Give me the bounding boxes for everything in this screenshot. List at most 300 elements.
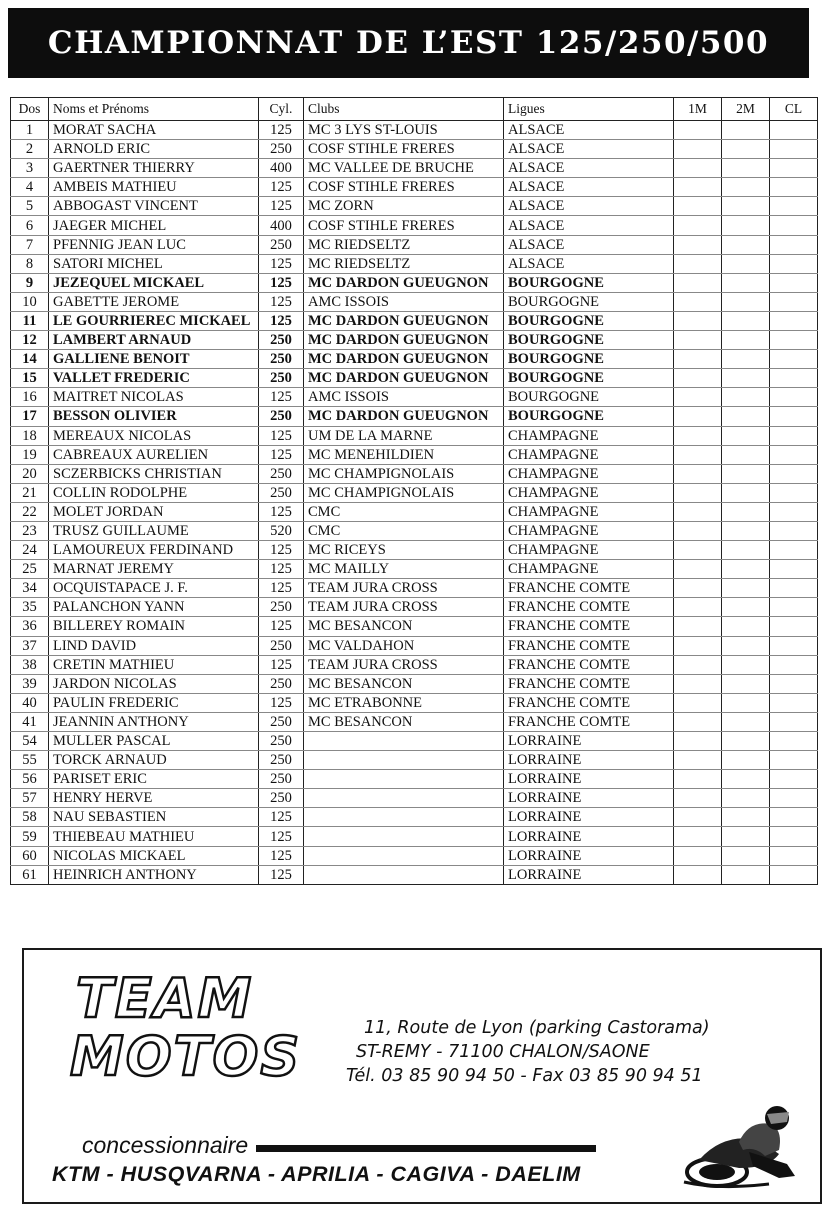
cl-cell: [770, 636, 818, 655]
name-cell: SCZERBICKS CHRISTIAN: [49, 464, 259, 483]
1m-cell: [674, 426, 722, 445]
cyl-cell: 125: [259, 865, 304, 884]
header-ligue: Ligues: [504, 98, 674, 121]
dos-cell: 19: [11, 445, 49, 464]
table-row: [11, 617, 818, 636]
name-cell: JARDON NICOLAS: [49, 674, 259, 693]
2m-cell: [722, 292, 770, 311]
1m-cell: [674, 579, 722, 598]
dos-cell: 59: [11, 827, 49, 846]
cl-cell: [770, 140, 818, 159]
cyl-cell: 125: [259, 178, 304, 197]
dos-cell: 14: [11, 350, 49, 369]
2m-cell: [722, 502, 770, 521]
address-city: ST-REMY - 71100 CHALON/SAONE: [356, 1042, 650, 1062]
1m-cell: [674, 674, 722, 693]
cl-cell: [770, 254, 818, 273]
2m-cell: [722, 121, 770, 140]
2m-cell: [722, 350, 770, 369]
dos-cell: 58: [11, 808, 49, 827]
ligue-cell: FRANCHE COMTE: [504, 598, 674, 617]
cyl-cell: 125: [259, 808, 304, 827]
ligue-cell: BOURGOGNE: [504, 369, 674, 388]
name-cell: PAULIN FREDERIC: [49, 693, 259, 712]
cl-cell: [770, 502, 818, 521]
table-row: [11, 273, 818, 292]
1m-cell: [674, 712, 722, 731]
ligue-cell: FRANCHE COMTE: [504, 636, 674, 655]
cl-cell: [770, 273, 818, 292]
table-row: [11, 331, 818, 350]
name-cell: CABREAUX AURELIEN: [49, 445, 259, 464]
entry-table: [10, 97, 818, 885]
table-row: [11, 254, 818, 273]
cl-cell: [770, 655, 818, 674]
cyl-cell: 125: [259, 502, 304, 521]
club-cell: UM DE LA MARNE: [304, 426, 504, 445]
cl-cell: [770, 216, 818, 235]
name-cell: LAMOUREUX FERDINAND: [49, 541, 259, 560]
2m-cell: [722, 560, 770, 579]
ligue-cell: FRANCHE COMTE: [504, 674, 674, 693]
cyl-cell: 125: [259, 655, 304, 674]
2m-cell: [722, 464, 770, 483]
cyl-cell: 250: [259, 350, 304, 369]
club-cell: MC VALDAHON: [304, 636, 504, 655]
header-2m: 2M: [722, 98, 770, 121]
club-cell: TEAM JURA CROSS: [304, 598, 504, 617]
1m-cell: [674, 865, 722, 884]
dos-cell: 54: [11, 732, 49, 751]
1m-cell: [674, 273, 722, 292]
ligue-cell: FRANCHE COMTE: [504, 693, 674, 712]
cyl-cell: 125: [259, 197, 304, 216]
1m-cell: [674, 216, 722, 235]
1m-cell: [674, 655, 722, 674]
cyl-cell: 250: [259, 483, 304, 502]
dos-cell: 38: [11, 655, 49, 674]
table-row: [11, 197, 818, 216]
logo-line-motos: MOTOS: [70, 1025, 302, 1088]
logo-line-team: TEAM: [76, 967, 254, 1030]
club-cell: [304, 827, 504, 846]
cyl-cell: 250: [259, 789, 304, 808]
dos-cell: 60: [11, 846, 49, 865]
ligue-cell: FRANCHE COMTE: [504, 617, 674, 636]
table-row: [11, 541, 818, 560]
club-cell: [304, 808, 504, 827]
1m-cell: [674, 827, 722, 846]
cyl-cell: 125: [259, 560, 304, 579]
club-cell: MC CHAMPIGNOLAIS: [304, 483, 504, 502]
header-name: Noms et Prénoms: [49, 98, 259, 121]
cyl-cell: 250: [259, 674, 304, 693]
cl-cell: [770, 732, 818, 751]
table-row: [11, 770, 818, 789]
dos-cell: 7: [11, 235, 49, 254]
cyl-cell: 125: [259, 693, 304, 712]
club-cell: MC DARDON GUEUGNON: [304, 407, 504, 426]
2m-cell: [722, 674, 770, 693]
table-row: [11, 178, 818, 197]
2m-cell: [722, 541, 770, 560]
name-cell: TRUSZ GUILLAUME: [49, 521, 259, 540]
2m-cell: [722, 712, 770, 731]
name-cell: MOLET JORDAN: [49, 502, 259, 521]
header-cyl: Cyl.: [259, 98, 304, 121]
name-cell: NAU SEBASTIEN: [49, 808, 259, 827]
ligue-cell: CHAMPAGNE: [504, 426, 674, 445]
2m-cell: [722, 789, 770, 808]
table-row: [11, 751, 818, 770]
cl-cell: [770, 350, 818, 369]
table-row: [11, 732, 818, 751]
name-cell: MULLER PASCAL: [49, 732, 259, 751]
cl-cell: [770, 159, 818, 178]
name-cell: BESSON OLIVIER: [49, 407, 259, 426]
table-row: [11, 464, 818, 483]
dos-cell: 41: [11, 712, 49, 731]
2m-cell: [722, 636, 770, 655]
cl-cell: [770, 808, 818, 827]
cl-cell: [770, 751, 818, 770]
dos-cell: 4: [11, 178, 49, 197]
cl-cell: [770, 579, 818, 598]
1m-cell: [674, 521, 722, 540]
cl-cell: [770, 827, 818, 846]
club-cell: MC DARDON GUEUGNON: [304, 369, 504, 388]
club-cell: MC MAILLY: [304, 560, 504, 579]
table-row: [11, 445, 818, 464]
2m-cell: [722, 445, 770, 464]
cl-cell: [770, 598, 818, 617]
ligue-cell: CHAMPAGNE: [504, 560, 674, 579]
1m-cell: [674, 751, 722, 770]
cyl-cell: 125: [259, 121, 304, 140]
ligue-cell: LORRAINE: [504, 865, 674, 884]
table-row: [11, 216, 818, 235]
1m-cell: [674, 560, 722, 579]
address-street: 11, Route de Lyon (parking Castorama): [364, 1018, 710, 1038]
cl-cell: [770, 235, 818, 254]
1m-cell: [674, 254, 722, 273]
club-cell: [304, 865, 504, 884]
header-1m: 1M: [674, 98, 722, 121]
2m-cell: [722, 655, 770, 674]
1m-cell: [674, 178, 722, 197]
table-row: [11, 121, 818, 140]
1m-cell: [674, 483, 722, 502]
cyl-cell: 125: [259, 846, 304, 865]
ligue-cell: CHAMPAGNE: [504, 483, 674, 502]
1m-cell: [674, 331, 722, 350]
dos-cell: 10: [11, 292, 49, 311]
2m-cell: [722, 407, 770, 426]
name-cell: ARNOLD ERIC: [49, 140, 259, 159]
table-row: [11, 827, 818, 846]
name-cell: THIEBEAU MATHIEU: [49, 827, 259, 846]
address-phone: Tél. 03 85 90 94 50 - Fax 03 85 90 94 51: [346, 1066, 703, 1086]
2m-cell: [722, 311, 770, 330]
club-cell: [304, 846, 504, 865]
cl-cell: [770, 407, 818, 426]
1m-cell: [674, 598, 722, 617]
cl-cell: [770, 445, 818, 464]
ligue-cell: ALSACE: [504, 216, 674, 235]
team-motos-logo: [70, 967, 336, 1095]
club-cell: COSF STIHLE FRERES: [304, 140, 504, 159]
name-cell: CRETIN MATHIEU: [49, 655, 259, 674]
name-cell: MAITRET NICOLAS: [49, 388, 259, 407]
ligue-cell: LORRAINE: [504, 846, 674, 865]
name-cell: LE GOURRIEREC MICKAEL: [49, 311, 259, 330]
dos-cell: 17: [11, 407, 49, 426]
name-cell: TORCK ARNAUD: [49, 751, 259, 770]
1m-cell: [674, 617, 722, 636]
cl-cell: [770, 846, 818, 865]
club-cell: MC BESANCON: [304, 617, 504, 636]
table-row: [11, 693, 818, 712]
cyl-cell: 125: [259, 273, 304, 292]
1m-cell: [674, 197, 722, 216]
dos-cell: 18: [11, 426, 49, 445]
ligue-cell: BOURGOGNE: [504, 331, 674, 350]
brand-list: KTM - HUSQVARNA - APRILIA - CAGIVA - DAELIM: [52, 1162, 581, 1186]
2m-cell: [722, 235, 770, 254]
dos-cell: 3: [11, 159, 49, 178]
club-cell: MC VALLEE DE BRUCHE: [304, 159, 504, 178]
ligue-cell: BOURGOGNE: [504, 388, 674, 407]
dos-cell: 20: [11, 464, 49, 483]
table-row: [11, 350, 818, 369]
cl-cell: [770, 388, 818, 407]
1m-cell: [674, 846, 722, 865]
2m-cell: [722, 178, 770, 197]
cyl-cell: 250: [259, 369, 304, 388]
header-dos: Dos: [11, 98, 49, 121]
club-cell: TEAM JURA CROSS: [304, 655, 504, 674]
2m-cell: [722, 808, 770, 827]
2m-cell: [722, 693, 770, 712]
2m-cell: [722, 846, 770, 865]
table-row: [11, 560, 818, 579]
club-cell: MC ETRABONNE: [304, 693, 504, 712]
header-cl: CL: [770, 98, 818, 121]
table-row: [11, 636, 818, 655]
ligue-cell: ALSACE: [504, 197, 674, 216]
table-row: [11, 388, 818, 407]
concession-line: [82, 1132, 596, 1159]
cl-cell: [770, 865, 818, 884]
table-row: [11, 311, 818, 330]
cyl-cell: 125: [259, 827, 304, 846]
cl-cell: [770, 693, 818, 712]
cl-cell: [770, 560, 818, 579]
cl-cell: [770, 331, 818, 350]
dos-cell: 40: [11, 693, 49, 712]
cl-cell: [770, 789, 818, 808]
ligue-cell: ALSACE: [504, 235, 674, 254]
1m-cell: [674, 407, 722, 426]
ligue-cell: CHAMPAGNE: [504, 541, 674, 560]
table-row: [11, 426, 818, 445]
club-cell: CMC: [304, 521, 504, 540]
dos-cell: 55: [11, 751, 49, 770]
name-cell: COLLIN RODOLPHE: [49, 483, 259, 502]
cyl-cell: 125: [259, 541, 304, 560]
dos-cell: 8: [11, 254, 49, 273]
club-cell: MC CHAMPIGNOLAIS: [304, 464, 504, 483]
2m-cell: [722, 426, 770, 445]
cl-cell: [770, 770, 818, 789]
dos-cell: 56: [11, 770, 49, 789]
ligue-cell: FRANCHE COMTE: [504, 579, 674, 598]
ligue-cell: LORRAINE: [504, 732, 674, 751]
cyl-cell: 250: [259, 770, 304, 789]
cyl-cell: 400: [259, 216, 304, 235]
name-cell: PFENNIG JEAN LUC: [49, 235, 259, 254]
2m-cell: [722, 159, 770, 178]
2m-cell: [722, 827, 770, 846]
1m-cell: [674, 464, 722, 483]
name-cell: GALLIENE BENOIT: [49, 350, 259, 369]
2m-cell: [722, 197, 770, 216]
concession-label: concessionnaire: [82, 1132, 249, 1158]
table-row: [11, 674, 818, 693]
table-row: [11, 369, 818, 388]
dos-cell: 57: [11, 789, 49, 808]
name-cell: OCQUISTAPACE J. F.: [49, 579, 259, 598]
dos-cell: 24: [11, 541, 49, 560]
1m-cell: [674, 292, 722, 311]
cyl-cell: 125: [259, 445, 304, 464]
2m-cell: [722, 369, 770, 388]
dos-cell: 39: [11, 674, 49, 693]
cl-cell: [770, 712, 818, 731]
ligue-cell: BOURGOGNE: [504, 273, 674, 292]
ligue-cell: BOURGOGNE: [504, 292, 674, 311]
1m-cell: [674, 369, 722, 388]
cl-cell: [770, 483, 818, 502]
cyl-cell: 250: [259, 598, 304, 617]
dos-cell: 36: [11, 617, 49, 636]
club-cell: MC RICEYS: [304, 541, 504, 560]
club-cell: MC DARDON GUEUGNON: [304, 331, 504, 350]
name-cell: ABBOGAST VINCENT: [49, 197, 259, 216]
dos-cell: 6: [11, 216, 49, 235]
cyl-cell: 125: [259, 254, 304, 273]
ligue-cell: ALSACE: [504, 140, 674, 159]
table-row: [11, 865, 818, 884]
club-cell: MC DARDON GUEUGNON: [304, 350, 504, 369]
1m-cell: [674, 502, 722, 521]
table-row: [11, 579, 818, 598]
cyl-cell: 400: [259, 159, 304, 178]
name-cell: MARNAT JEREMY: [49, 560, 259, 579]
ligue-cell: CHAMPAGNE: [504, 521, 674, 540]
1m-cell: [674, 235, 722, 254]
club-cell: CMC: [304, 502, 504, 521]
1m-cell: [674, 350, 722, 369]
club-cell: AMC ISSOIS: [304, 292, 504, 311]
name-cell: NICOLAS MICKAEL: [49, 846, 259, 865]
dos-cell: 11: [11, 311, 49, 330]
cyl-cell: 125: [259, 579, 304, 598]
name-cell: PALANCHON YANN: [49, 598, 259, 617]
club-cell: [304, 789, 504, 808]
cyl-cell: 125: [259, 292, 304, 311]
dos-cell: 35: [11, 598, 49, 617]
1m-cell: [674, 541, 722, 560]
2m-cell: [722, 521, 770, 540]
ligue-cell: LORRAINE: [504, 808, 674, 827]
cl-cell: [770, 311, 818, 330]
club-cell: MC BESANCON: [304, 674, 504, 693]
name-cell: VALLET FREDERIC: [49, 369, 259, 388]
club-cell: AMC ISSOIS: [304, 388, 504, 407]
1m-cell: [674, 636, 722, 655]
club-cell: COSF STIHLE FRERES: [304, 178, 504, 197]
2m-cell: [722, 273, 770, 292]
club-cell: MC ZORN: [304, 197, 504, 216]
name-cell: GABETTE JEROME: [49, 292, 259, 311]
name-cell: JEZEQUEL MICKAEL: [49, 273, 259, 292]
dos-cell: 2: [11, 140, 49, 159]
dos-cell: 12: [11, 331, 49, 350]
name-cell: HENRY HERVE: [49, 789, 259, 808]
2m-cell: [722, 140, 770, 159]
2m-cell: [722, 483, 770, 502]
2m-cell: [722, 770, 770, 789]
club-cell: MC RIEDSELTZ: [304, 254, 504, 273]
dos-cell: 9: [11, 273, 49, 292]
name-cell: JAEGER MICHEL: [49, 216, 259, 235]
table-row: [11, 159, 818, 178]
cyl-cell: 125: [259, 426, 304, 445]
dos-cell: 25: [11, 560, 49, 579]
ligue-cell: LORRAINE: [504, 827, 674, 846]
club-cell: COSF STIHLE FRERES: [304, 216, 504, 235]
dos-cell: 21: [11, 483, 49, 502]
cyl-cell: 250: [259, 235, 304, 254]
1m-cell: [674, 732, 722, 751]
club-cell: TEAM JURA CROSS: [304, 579, 504, 598]
dos-cell: 34: [11, 579, 49, 598]
name-cell: PARISET ERIC: [49, 770, 259, 789]
cl-cell: [770, 521, 818, 540]
club-cell: [304, 770, 504, 789]
club-cell: [304, 751, 504, 770]
cl-cell: [770, 464, 818, 483]
1m-cell: [674, 159, 722, 178]
2m-cell: [722, 388, 770, 407]
name-cell: GAERTNER THIERRY: [49, 159, 259, 178]
ligue-cell: LORRAINE: [504, 789, 674, 808]
table-row: [11, 140, 818, 159]
cyl-cell: 250: [259, 140, 304, 159]
table-row: [11, 521, 818, 540]
cyl-cell: 250: [259, 464, 304, 483]
motorcycle-rider-icon: [679, 1102, 809, 1192]
1m-cell: [674, 789, 722, 808]
2m-cell: [722, 617, 770, 636]
table-row: [11, 712, 818, 731]
club-cell: MC RIEDSELTZ: [304, 235, 504, 254]
dos-cell: 61: [11, 865, 49, 884]
dealer-address: [346, 1016, 710, 1088]
ligue-cell: ALSACE: [504, 159, 674, 178]
ligue-cell: LORRAINE: [504, 751, 674, 770]
